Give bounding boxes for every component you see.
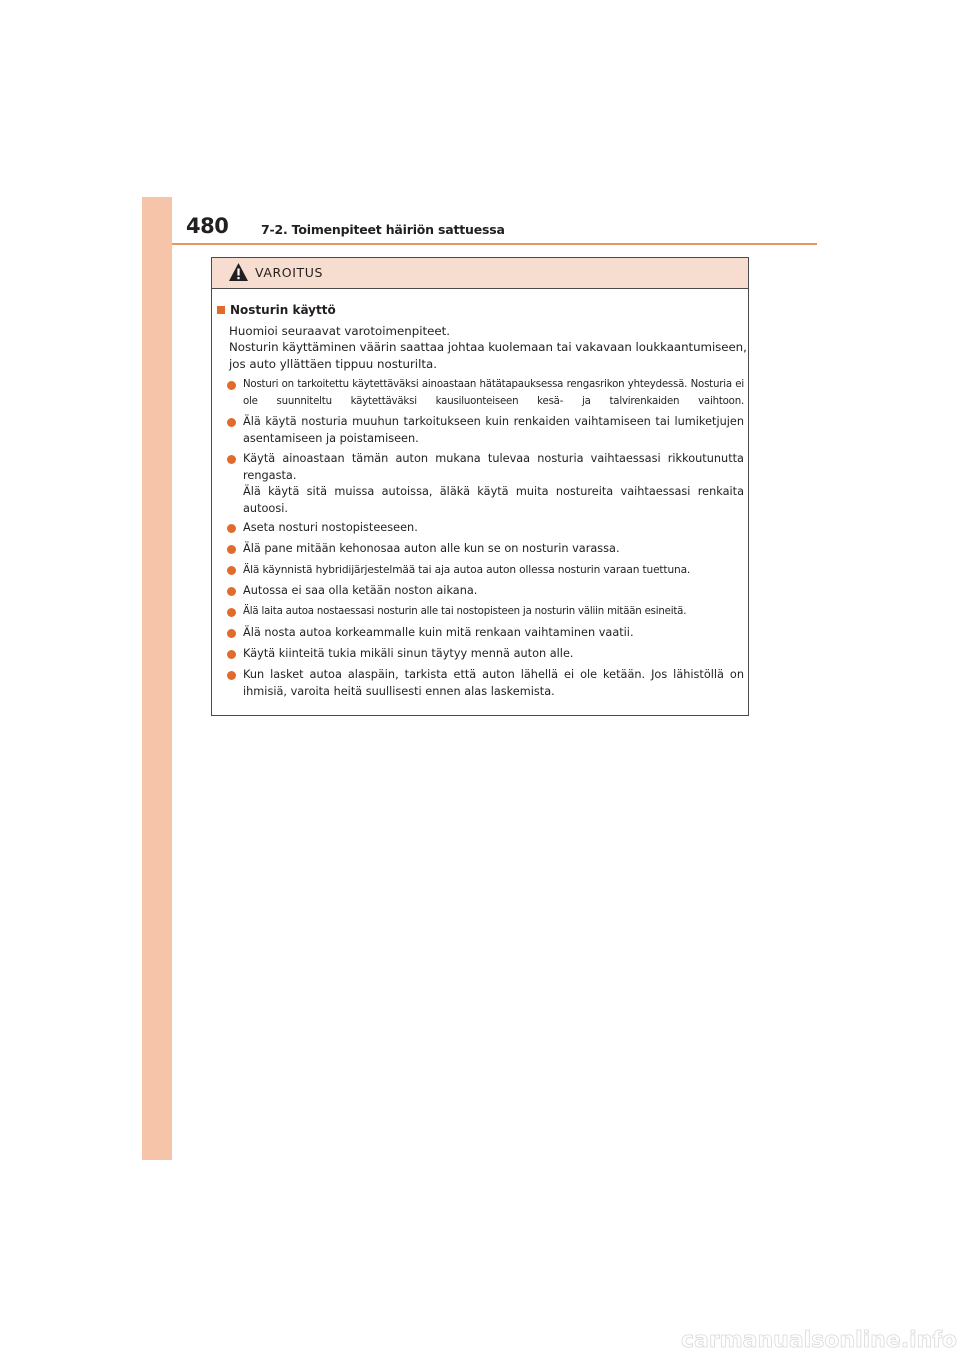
list-item-text: Älä käytä nosturia muuhun tarkoitukseen kuin renkaiden vaihtamiseen tai lumiketjujen asentamiseen ja poistamiseen. bbox=[243, 415, 744, 445]
list-item bbox=[217, 583, 744, 600]
list-item-text: Käytä kiinteitä tukia mikäli sinun täytyy mennä auton alle. bbox=[243, 647, 574, 660]
side-tab-strip bbox=[142, 197, 172, 1160]
warning-intro bbox=[229, 323, 747, 372]
list-item-text: Älä käynnistä hybridijärjestelmää tai aja autoa auton ollessa nosturin varaan tuettuna. bbox=[243, 564, 691, 576]
warning-header bbox=[212, 258, 748, 289]
list-item bbox=[217, 541, 744, 558]
list-item-subtext: Älä käytä sitä muissa autoissa, äläkä käytä muita nostureita vaihtaessasi renkaita autoosi. bbox=[243, 485, 744, 515]
intro-line: Huomioi seuraavat varotoimenpiteet. bbox=[229, 324, 451, 338]
watermark-text: carmanualsonline.info bbox=[681, 1328, 957, 1353]
bullet-dot-icon bbox=[227, 671, 236, 680]
warning-subheading-text: Nosturin käyttö bbox=[230, 303, 336, 317]
bullet-dot-icon bbox=[227, 381, 236, 390]
intro-line: jos auto yllättäen tippuu nosturilta. bbox=[229, 356, 437, 371]
intro-line: Nosturin käyttäminen väärin saattaa johtaa kuolemaan tai vakavaan loukkaantumiseen, bbox=[229, 340, 747, 355]
bullet-dot-icon bbox=[227, 418, 236, 427]
square-bullet-icon bbox=[217, 306, 225, 314]
bullet-dot-icon bbox=[227, 545, 236, 554]
list-item-text: Älä pane mitään kehonosaa auton alle kun se on nosturin varassa. bbox=[243, 542, 620, 555]
bullet-dot-icon bbox=[227, 587, 236, 596]
warning-triangle-icon bbox=[228, 262, 249, 282]
bullet-dot-icon bbox=[227, 608, 236, 617]
warning-box bbox=[211, 257, 749, 716]
list-item-text: Kun lasket autoa alaspäin, tarkista että auton lähellä ei ole ketään. Jos lähistöllä on ihmisiä, varoita heitä suullisesti ennen alas laskemista. bbox=[243, 668, 744, 698]
list-item bbox=[217, 646, 744, 663]
list-item bbox=[217, 377, 744, 410]
warning-title: VAROITUS bbox=[255, 265, 324, 280]
list-item bbox=[217, 451, 744, 517]
bullet-dot-icon bbox=[227, 455, 236, 464]
list-item-text: Käytä ainoastaan tämän auton mukana tulevaa nosturia vaihtaessasi rikkoutunutta rengasta. bbox=[243, 452, 744, 482]
list-item-text: Älä nosta autoa korkeammalle kuin mitä renkaan vaihtaminen vaatii. bbox=[243, 626, 634, 639]
header-divider bbox=[172, 243, 817, 245]
bullet-dot-icon bbox=[227, 566, 236, 575]
bullet-dot-icon bbox=[227, 524, 236, 533]
list-item bbox=[217, 562, 744, 579]
list-item bbox=[217, 414, 744, 447]
bullet-dot-icon bbox=[227, 629, 236, 638]
list-item-text: Autossa ei saa olla ketään noston aikana. bbox=[243, 584, 478, 597]
list-item bbox=[217, 604, 744, 621]
list-item-text: Aseta nosturi nostopisteeseen. bbox=[243, 521, 418, 534]
list-item bbox=[217, 625, 744, 642]
list-item bbox=[217, 667, 744, 700]
bullet-dot-icon bbox=[227, 650, 236, 659]
page-number: 480 bbox=[186, 214, 229, 238]
list-item-text: Nosturi on tarkoitettu käytettäväksi ainoastaan hätätapauksessa rengasrikon yhteydessä. Nosturia ei ole suunniteltu käytettäväksi kausiluonteiseen kesä- ja talvirenkaiden vaihtoon. bbox=[243, 379, 744, 407]
watermark-logo bbox=[681, 1322, 958, 1354]
list-item bbox=[217, 520, 744, 537]
section-title: 7-2. Toimenpiteet häiriön sattuessa bbox=[261, 222, 505, 237]
warning-subheading bbox=[217, 302, 336, 318]
list-item-text: Älä laita autoa nostaessasi nosturin alle tai nostopisteen ja nosturin väliin mitään esineitä. bbox=[243, 606, 687, 617]
